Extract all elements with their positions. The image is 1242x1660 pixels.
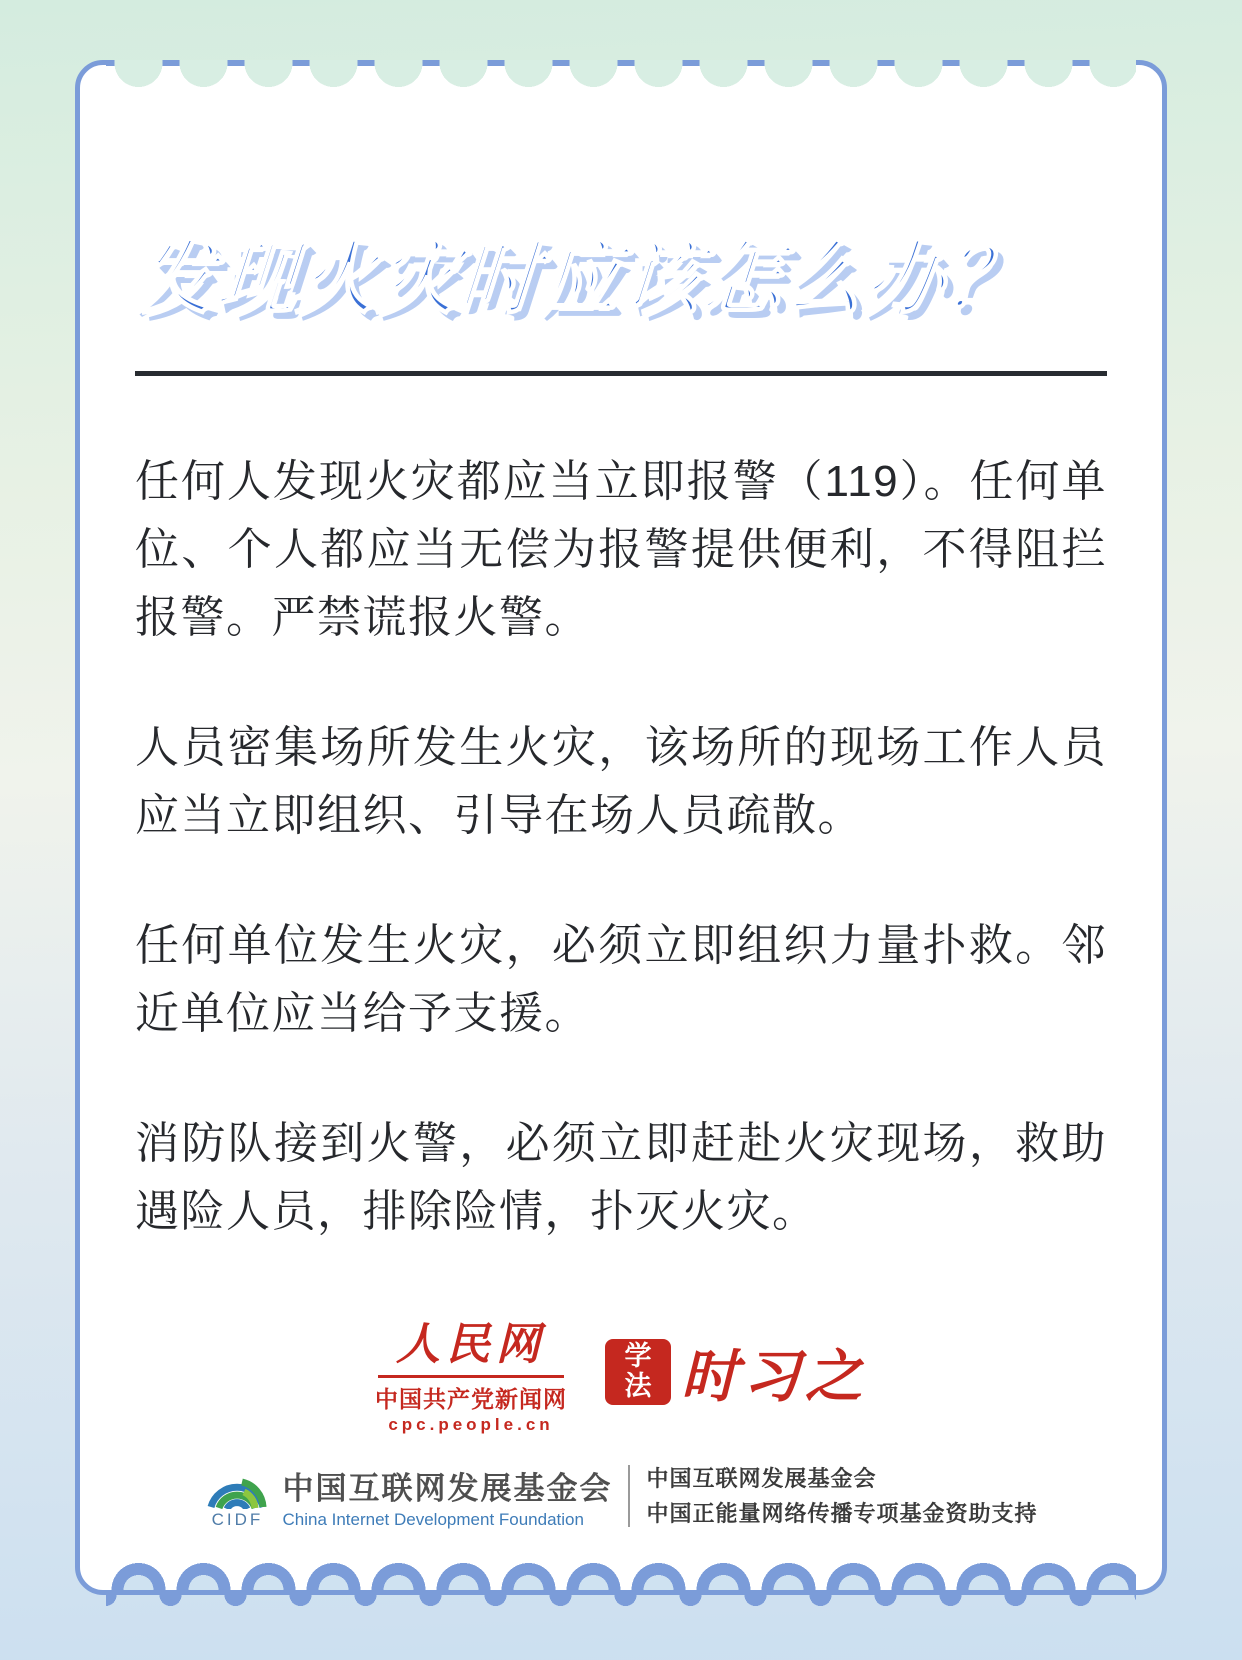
cidf-logo (204, 1463, 612, 1530)
xuefa-badge (605, 1339, 671, 1405)
poster-card (75, 60, 1167, 1595)
xuefa-badge-top: 学 (624, 1341, 652, 1372)
paragraph-crowded-places: 人员密集场所发生火灾，该场所的现场工作人员应当立即组织、引导在场人员疏散。 (135, 723, 1107, 840)
stamp-edge-top (106, 60, 1136, 94)
peoples-daily-wordmark: 人民网 (378, 1308, 564, 1378)
funding-note (646, 1461, 1037, 1531)
cidf-name-cn: 中国互联网发展基金会 (282, 1470, 613, 1506)
shixizhi-wordmark: 时习之 (681, 1344, 867, 1409)
cidf-names (282, 1463, 612, 1530)
paragraph-unit-response: 任何单位发生火灾，必须立即组织力量扑救。邻近单位应当给予支援。 (135, 921, 1107, 1038)
body-paragraphs (135, 448, 1107, 1246)
funding-line-2: 中国正能量网络传播专项基金资助支持 (646, 1501, 1038, 1527)
peoples-daily-logo (375, 1308, 567, 1435)
stamp-edge-bottom (106, 1558, 1136, 1590)
xuefa-badge-bottom: 法 (624, 1370, 652, 1401)
logo-row-secondary (135, 1461, 1107, 1531)
cidf-abbr: CIDF (211, 1509, 264, 1529)
paragraph-report-fire: 任何人发现火灾都应当立即报警（119）。任何单位、个人都应当无偿为报警提供便利，不得阻拦报警。严禁谎报火警。 (135, 457, 1107, 642)
poster-content (80, 233, 1162, 1531)
peoples-daily-url: cpc.people.cn (388, 1415, 554, 1434)
logo-row-primary (135, 1308, 1107, 1435)
cidf-fan-icon (204, 1463, 270, 1509)
stamp-edge-bottom-bumps (106, 1595, 1136, 1611)
vertical-divider (628, 1465, 630, 1527)
paragraph-fire-brigade: 消防队接到火警，必须立即赶赴火灾现场，救助遇险人员，排除险情，扑灭火灾。 (135, 1119, 1107, 1236)
title-divider (135, 371, 1107, 376)
funding-line-1: 中国互联网发展基金会 (646, 1466, 877, 1491)
cidf-icon-column (204, 1463, 270, 1530)
poster-title: 发现火灾时应该怎么办？ (131, 234, 1030, 323)
xuefa-shixizhi-logo (605, 1331, 867, 1413)
cidf-name-en: China Internet Development Foundation (282, 1509, 584, 1529)
peoples-daily-subtitle: 中国共产党新闻网 (375, 1386, 567, 1412)
